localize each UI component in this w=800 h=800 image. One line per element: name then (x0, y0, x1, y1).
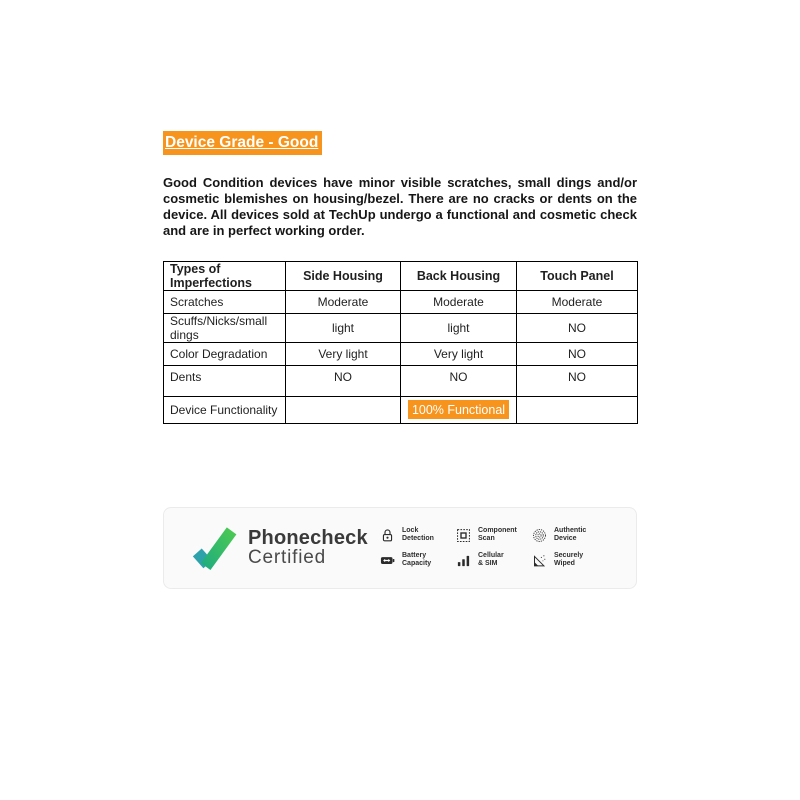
col-header-types: Types of Imperfections (164, 261, 286, 290)
imperfections-table (163, 261, 638, 424)
document-content (163, 131, 637, 589)
table-cell (517, 396, 638, 423)
table-cell: NO (401, 365, 517, 396)
component-scan-icon (456, 528, 471, 543)
feature-securely-wiped (532, 552, 608, 568)
col-header-back-housing: Back Housing (401, 261, 517, 290)
table-cell: Very light (286, 342, 401, 365)
phonecheck-brand-text: Phonecheck (248, 526, 368, 549)
table-cell: NO (517, 365, 638, 396)
table-row-scratches (164, 290, 638, 313)
phonecheck-certified-panel (163, 507, 637, 589)
page-title (163, 131, 637, 155)
table-cell (286, 396, 401, 423)
table-cell: light (401, 313, 517, 342)
feature-authentic-device (532, 527, 608, 543)
feature-label: Component Scan (478, 526, 517, 543)
row-label: Device Functionality (164, 396, 286, 423)
wipe-icon (532, 553, 547, 568)
feature-label: Battery Capacity (402, 552, 432, 568)
table-row-dents (164, 365, 638, 396)
feature-lock-detection (380, 527, 456, 543)
table-cell: Moderate (517, 290, 638, 313)
feature-label: Lock Detection (402, 526, 434, 543)
lock-icon (380, 528, 395, 543)
table-cell: light (286, 313, 401, 342)
description-paragraph: Good Condition devices have minor visible scratches, small dings and/or cosmetic blemishes on housing/bezel. There are no cracks or dents on the device. All devices sold at TechUp undergo a functional and cosmetic check and are in perfect working order. (163, 175, 637, 238)
table-row-color-degradation (164, 342, 638, 365)
table-cell: NO (286, 365, 401, 396)
feature-battery-capacity (380, 552, 456, 568)
phonecheck-logo-block (191, 526, 368, 570)
col-header-touch-panel: Touch Panel (517, 261, 638, 290)
phonecheck-certified-text: Certified (248, 547, 326, 569)
feature-cellular-sim (456, 552, 532, 568)
phonecheck-wordmark (248, 528, 368, 568)
battery-icon (380, 553, 395, 568)
table-row-device-functionality (164, 396, 638, 423)
row-label: Scratches (164, 290, 286, 313)
phonecheck-checkmark-icon (191, 526, 237, 570)
table-cell: Moderate (401, 290, 517, 313)
feature-label: Cellular & SIM (478, 552, 504, 568)
feature-label: Authentic Device (554, 526, 587, 543)
row-label: Color Degradation (164, 342, 286, 365)
table-header-row (164, 261, 638, 290)
table-cell: NO (517, 313, 638, 342)
certification-features (380, 527, 608, 568)
col-header-side-housing: Side Housing (286, 261, 401, 290)
table-row-scuffs (164, 313, 638, 342)
table-cell: NO (517, 342, 638, 365)
table-cell (401, 396, 517, 423)
table-cell: Very light (401, 342, 517, 365)
feature-component-scan (456, 527, 532, 543)
row-label: Scuffs/Nicks/small dings (164, 313, 286, 342)
signal-bars-icon (456, 553, 471, 568)
page-title-highlight: Device Grade - Good (163, 131, 322, 155)
functional-status-badge: 100% Functional (408, 400, 509, 419)
row-label: Dents (164, 365, 286, 396)
fingerprint-icon (532, 528, 547, 543)
table-cell: Moderate (286, 290, 401, 313)
feature-label: Securely Wiped (554, 552, 584, 568)
